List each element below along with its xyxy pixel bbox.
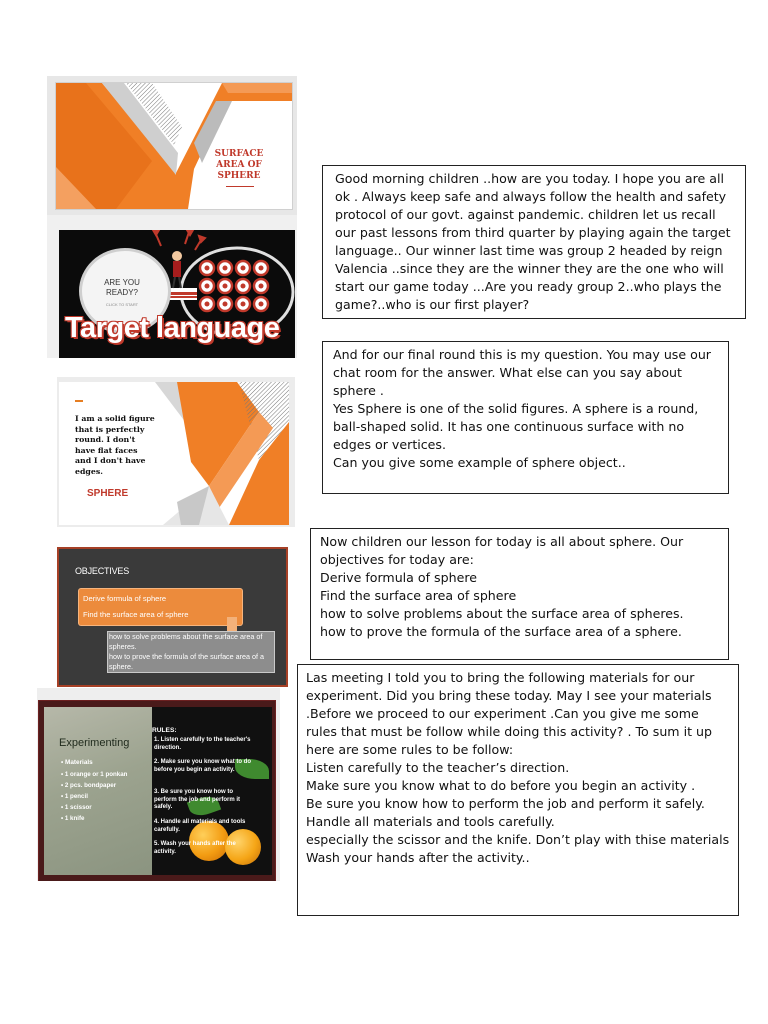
rule-item: 1. Listen carefully to the teacher's direction. bbox=[154, 737, 251, 751]
slide-title bbox=[204, 149, 274, 182]
bubble-line-2: READY? bbox=[105, 288, 138, 297]
accent-bar bbox=[75, 400, 83, 402]
slide-canvas bbox=[55, 82, 293, 210]
objective-item: how to prove the formula of the surface area of a sphere. bbox=[109, 652, 265, 671]
greeting-note-text: Good morning children ..how are you today. I hope you are all ok . Always keep safe and always follow the health and safety protocol of our govt. against pandemic. children let us recall our past lessons from third quarter by playing again the target language.. Our winner last time was group 2 headed by reign Valencia ..since they are the winner they are the one who will start our game today ...Are you ready group 2..who plays the game?..who is our first player? bbox=[335, 171, 731, 312]
objective-item: Find the surface area of sphere bbox=[83, 610, 189, 619]
rule-item: 3. Be sure you know how to perform the job and perform it safely. bbox=[154, 789, 241, 811]
slide-experimenting bbox=[37, 688, 280, 881]
note-paragraph: Handle all materials and tools carefully. bbox=[306, 814, 555, 829]
experimenting-title: Experimenting bbox=[59, 737, 130, 749]
materials-rules-note-box bbox=[297, 664, 739, 916]
note-paragraph: Derive formula of sphere bbox=[320, 570, 477, 585]
slide-target-language bbox=[47, 215, 297, 358]
riddle-text: I am a solid figure that is perfectly round. I don't have flat faces and I don't have edges. bbox=[75, 414, 155, 476]
title-line-2: AREA OF bbox=[216, 160, 262, 170]
slide-sphere-riddle bbox=[57, 377, 295, 527]
material-item: • 1 knife bbox=[61, 815, 85, 822]
bubble-subtext: CLICK TO START bbox=[105, 302, 139, 307]
slide-canvas bbox=[59, 230, 295, 358]
objective-item: how to solve problems about the surface area of spheres. bbox=[109, 632, 263, 651]
note-paragraph: Wash your hands after the activity.. bbox=[306, 850, 530, 865]
title-line-1: SURFACE bbox=[214, 149, 264, 159]
material-item: • 1 orange or 1 ponkan bbox=[61, 771, 128, 778]
objective-secondary-text bbox=[109, 632, 275, 672]
note-paragraph: especially the scissor and the knife. Don’t play with thise materials bbox=[306, 832, 730, 847]
greeting-note-box bbox=[322, 165, 746, 319]
note-paragraph: Be sure you know how to perform the job and perform it safely. bbox=[306, 796, 705, 811]
rules-heading: RULES: bbox=[152, 727, 177, 734]
note-paragraph: Can you give some example of sphere object.. bbox=[333, 455, 626, 470]
objectives-title: OBJECTIVES bbox=[75, 566, 130, 576]
answer-text: SPHERE bbox=[87, 488, 129, 499]
slide-surface-area-of-sphere bbox=[47, 76, 297, 215]
rule-item: 5. Wash your hands after the activity. bbox=[154, 841, 236, 855]
final-round-note-box bbox=[322, 341, 729, 494]
rule-item: 2. Make sure you know what to do before you begin an activity. bbox=[154, 759, 252, 773]
slide-objectives bbox=[57, 547, 288, 687]
bubble-line-1: ARE YOU bbox=[104, 278, 140, 287]
note-paragraph: Now children our lesson for today is all about sphere. Our objectives for today are: bbox=[320, 534, 684, 567]
material-item: • 1 scissor bbox=[61, 804, 92, 811]
material-item: • 1 pencil bbox=[61, 793, 88, 800]
note-paragraph: how to solve problems about the surface area of spheres. bbox=[320, 606, 684, 621]
materials-panel bbox=[44, 707, 152, 875]
orange-chevron-graphic bbox=[56, 83, 292, 209]
note-paragraph: Las meeting I told you to bring the following materials for our experiment. Did you bring these today. May I see your materials .Before we proceed to our experiment .Can you give me some rules that must be follow while doing this activity? . To sum it up here are some rules to be follow: bbox=[306, 670, 712, 757]
are-you-ready-text bbox=[79, 278, 165, 298]
note-paragraph: Find the surface area of sphere bbox=[320, 588, 517, 603]
title-line-3: SPHERE bbox=[217, 171, 261, 181]
note-paragraph: how to prove the formula of the surface area of a sphere. bbox=[320, 624, 682, 639]
objectives-note-box bbox=[310, 528, 729, 660]
slide-canvas bbox=[38, 700, 276, 881]
objective-item: Derive formula of sphere bbox=[83, 594, 167, 603]
materials-heading: • Materials bbox=[61, 759, 93, 766]
note-paragraph: Make sure you know what to do before you begin an activity . bbox=[306, 778, 696, 793]
note-paragraph: Yes Sphere is one of the solid figures. A sphere is a round, ball-shaped solid. It has one continuous surface with no edges or vertices. bbox=[333, 401, 699, 452]
title-underline bbox=[226, 186, 254, 187]
material-item: • 2 pcs. bondpaper bbox=[61, 782, 117, 789]
note-paragraph: And for our final round this is my question. You may use our chat room for the answer. What else can you say about sphere . bbox=[333, 347, 711, 398]
target-language-banner: Target language bbox=[65, 312, 280, 344]
note-paragraph: Listen carefully to the teacher’s direction. bbox=[306, 760, 570, 775]
slide-canvas bbox=[59, 382, 289, 525]
rule-item: 4. Handle all materials and tools carefully. bbox=[154, 819, 246, 833]
